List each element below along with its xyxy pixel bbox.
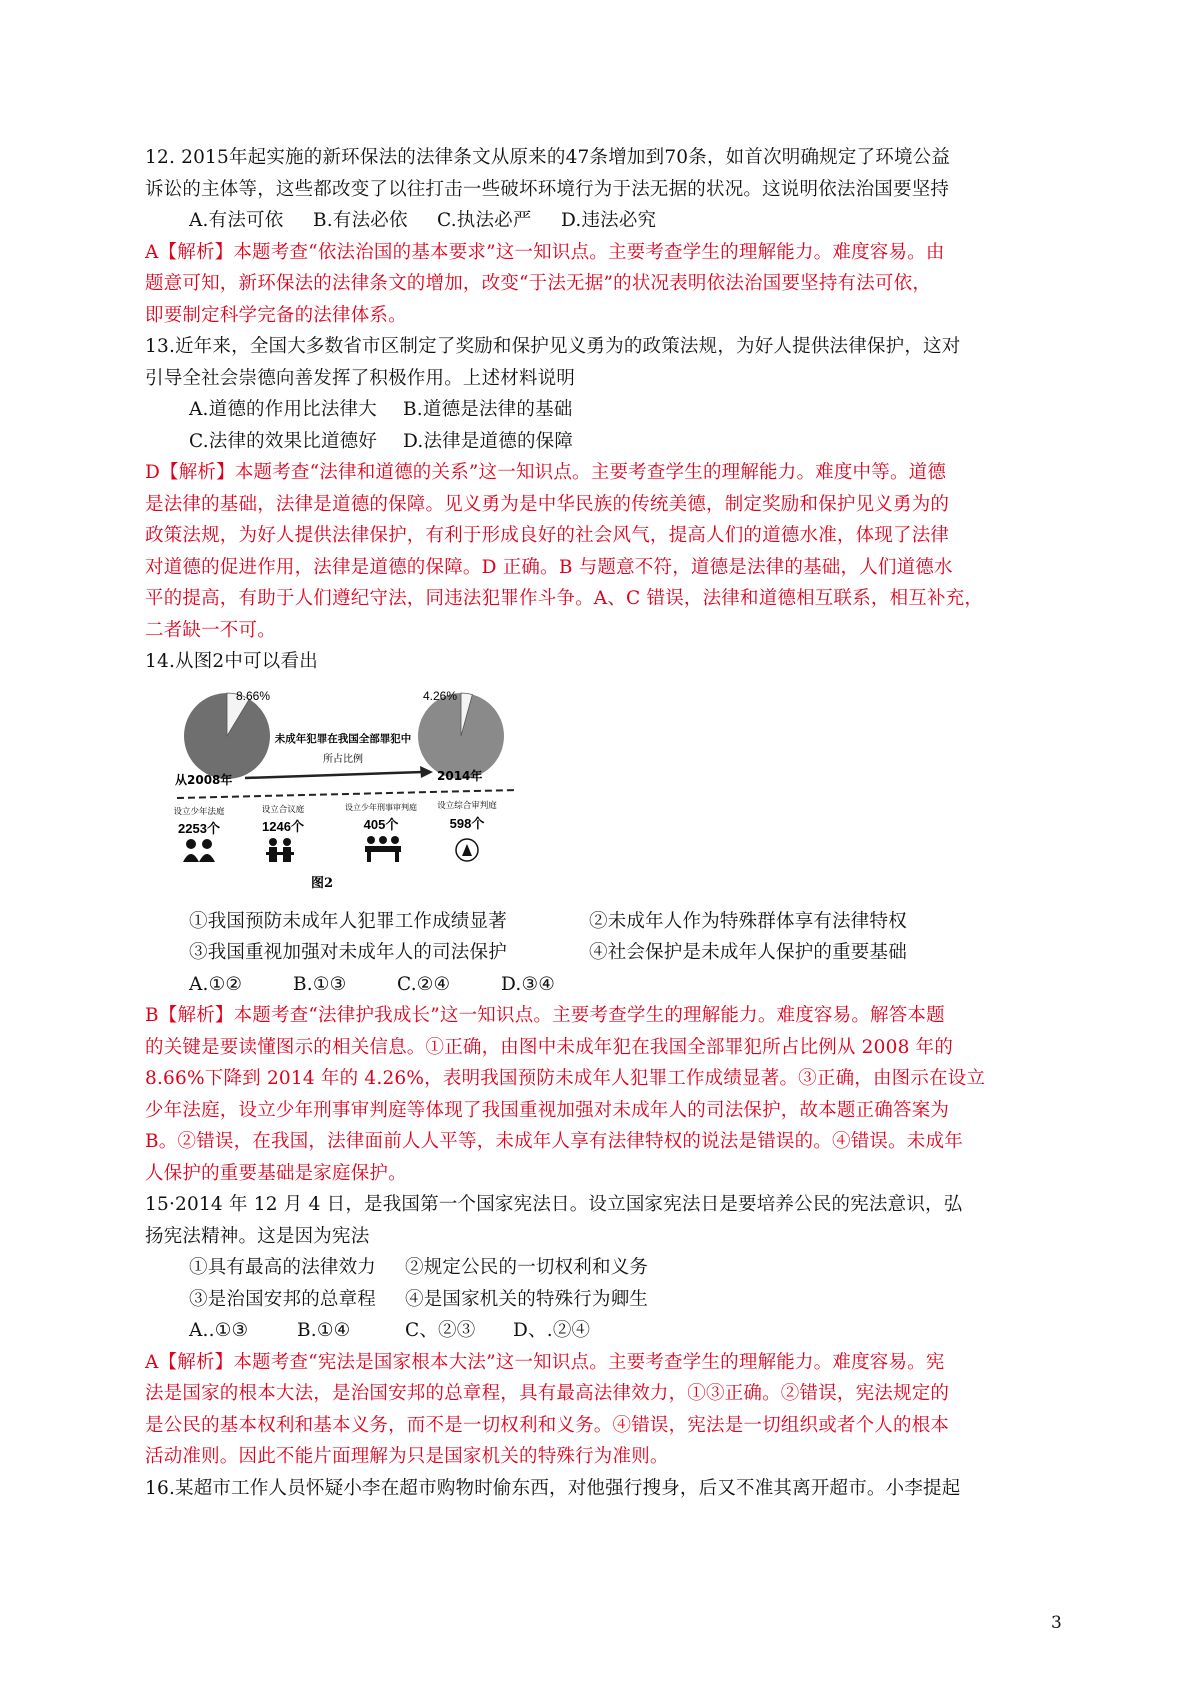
q14-option-b: B.①③ bbox=[293, 973, 347, 995]
question-15 bbox=[145, 1189, 1065, 1473]
stat-4-label: 设立综合审判庭 bbox=[437, 800, 497, 811]
q12-option-d: D.违法必究 bbox=[561, 210, 657, 231]
q15-option-a: A..①③ bbox=[189, 1320, 249, 1341]
trend-arrow-head bbox=[420, 766, 433, 778]
stat-2-value: 1246个 bbox=[262, 818, 304, 834]
stat-1-value: 2253个 bbox=[178, 820, 220, 836]
q15-option-b: B.①④ bbox=[297, 1320, 351, 1341]
q14-item-4: ④社会保护是未成年人保护的重要基础 bbox=[589, 942, 907, 963]
q15-option-c: C、②③ bbox=[405, 1320, 476, 1341]
stat-1-label: 设立少年法庭 bbox=[173, 806, 225, 817]
q14-analysis-line-2: 的关键是要读懂图示的相关信息。①正确，由图中未成年犯在我国全部罪犯所占比例从 2008 年的 bbox=[145, 1036, 954, 1058]
q15-items-row-2 bbox=[145, 1284, 1065, 1316]
q14-analysis-line-6: 人保护的重要基础是家庭保护。 bbox=[145, 1162, 407, 1184]
q15-analysis-line-1: A【解析】本题考查“宪法是国家根本大法”这一知识点。主要考查学生的理解能力。难度容易。宪 bbox=[145, 1351, 945, 1373]
q13-analysis-line-4: 对道德的促进作用，法律是道德的保障。D 正确。B 与题意不符，道德是法律的基础，人们道德水 bbox=[145, 556, 953, 578]
q13-options-row-2 bbox=[145, 426, 1065, 458]
year-from-label: 从2008年 bbox=[175, 772, 233, 787]
q12-analysis-line-2: 题意可知，新环保法的法律条文的增加，改变“于法无据”的状况表明依法治国要坚持有法可依， bbox=[145, 273, 932, 294]
q15-stem-line-1: 15·2014 年 12 月 4 日，是我国第一个国家宪法日。设立国家宪法日是要培养公民的宪法意识，弘 bbox=[145, 1194, 963, 1215]
q13-analysis-line-3: 政策法规，为好人提供法律保护，有利于形成良好的社会风气，提高人们的道德水准，体现了法律 bbox=[145, 525, 950, 546]
q15-items-row-1 bbox=[145, 1252, 1065, 1284]
q15-item-2: ②规定公民的一切权利和义务 bbox=[405, 1257, 649, 1278]
q15-analysis-line-3: 是公民的基本权利和基本义务，而不是一切权利和义务。④错误，宪法是一切组织或者个人的根本 bbox=[145, 1414, 950, 1436]
q14-items-row-1 bbox=[145, 906, 1065, 938]
q15-options bbox=[145, 1315, 1065, 1347]
q14-item-1: ①我国预防未成年人犯罪工作成绩显著 bbox=[189, 910, 507, 932]
year-to-label: 2014年 bbox=[437, 768, 483, 783]
meeting-icon bbox=[266, 838, 294, 862]
pct-2008-label: 8.66% bbox=[236, 688, 271, 703]
q13-option-c: C.法律的效果比道德好 bbox=[189, 430, 378, 452]
q15-analysis-line-2: 法是国家的根本大法，是治国安邦的总章程，具有最高法律效力，①③正确。②错误，宪法规定的 bbox=[145, 1383, 950, 1404]
q13-option-b: B.道德是法律的基础 bbox=[403, 399, 573, 420]
q13-options-row-1 bbox=[145, 394, 1065, 426]
q13-stem-line-1: 13.近年来，全国大多数省市区制定了奖励和保护见义勇为的政策法规，为好人提供法律保护，这对 bbox=[145, 336, 961, 357]
pct-2014-label: 4.26% bbox=[423, 688, 458, 703]
figure-2-graphic bbox=[171, 686, 521, 896]
q12-stem-line-1: 12. 2015年起实施的新环保法的法律条文从原来的47条增加到70条，如首次明确规定了环境公益 bbox=[145, 147, 951, 168]
q13-analysis-line-6: 二者缺一不可。 bbox=[145, 619, 276, 641]
dashed-divider bbox=[177, 790, 517, 798]
q13-option-d: D.法律是道德的保障 bbox=[403, 430, 574, 452]
q12-option-c: C.执法必严 bbox=[437, 210, 532, 231]
trend-arrow-line bbox=[245, 772, 423, 778]
question-16 bbox=[145, 1473, 1065, 1505]
people-icon bbox=[183, 839, 215, 862]
q13-option-a: A.道德的作用比法律大 bbox=[189, 399, 377, 420]
q13-analysis-line-2: 是法律的基础，法律是道德的保障。见义勇为是中华民族的传统美德，制定奖励和保护见义勇为的 bbox=[145, 493, 950, 515]
q13-analysis-line-5: 平的提高，有助于人们遵纪守法，同违法犯罪作斗争。A、C 错误，法律和道德相互联系，相互补充， bbox=[145, 588, 984, 609]
q14-option-d: D.③④ bbox=[501, 973, 556, 995]
stat-4-value: 598个 bbox=[449, 815, 485, 831]
stat-3-label: 设立少年刑事审判庭 bbox=[345, 802, 417, 812]
page-content bbox=[145, 142, 1065, 1504]
q13-analysis-line-1: D【解析】本题考查“法律和道德的关系”这一知识点。主要考查学生的理解能力。难度中等。道德 bbox=[145, 462, 947, 483]
stat-3-value: 405个 bbox=[363, 816, 399, 832]
stat-2-label: 设立合议庭 bbox=[261, 804, 305, 815]
q15-option-d: D、.②④ bbox=[513, 1320, 591, 1341]
courtroom-icon bbox=[365, 836, 401, 862]
figure-2 bbox=[171, 686, 521, 896]
q14-analysis-line-4: 少年法庭，设立少年刑事审判庭等体现了我国重视加强对未成年人的司法保护，故本题正确答案为 bbox=[145, 1099, 950, 1121]
q14-option-c: C.②④ bbox=[397, 973, 451, 995]
justice-icon bbox=[456, 839, 478, 861]
q14-items-row-2 bbox=[145, 937, 1065, 969]
figure-caption: 图2 bbox=[311, 875, 334, 891]
q15-item-4: ④是国家机关的特殊行为卿生 bbox=[405, 1288, 649, 1310]
q15-item-3: ③是治国安邦的总章程 bbox=[189, 1288, 377, 1310]
q15-analysis-line-4: 活动准则。因此不能片面理解为只是国家机关的特殊行为准则。 bbox=[145, 1446, 669, 1467]
q14-option-a: A.①② bbox=[189, 973, 243, 995]
q15-stem-line-2: 扬宪法精神。这是因为宪法 bbox=[145, 1225, 370, 1247]
q13-stem-line-2: 引导全社会崇德向善发挥了积极作用。上述材料说明 bbox=[145, 367, 576, 389]
q14-item-2: ②未成年人作为特殊群体享有法律特权 bbox=[589, 910, 907, 932]
figure-center-text-1: 未成年犯罪在我国全部罪犯中 bbox=[274, 732, 412, 745]
q14-stem: 14.从图2中可以看出 bbox=[145, 651, 318, 672]
q14-options bbox=[145, 969, 1065, 1001]
q14-analysis-line-1: B【解析】本题考查“法律护我成长”这一知识点。主要考查学生的理解能力。难度容易。解答本题 bbox=[145, 1005, 945, 1026]
question-14 bbox=[145, 646, 1065, 1189]
page-number: 3 bbox=[1051, 1613, 1062, 1633]
figure-center-text-2: 所占比例 bbox=[323, 753, 363, 765]
q15-item-1: ①具有最高的法律效力 bbox=[189, 1257, 377, 1278]
q16-stem: 16.某超市工作人员怀疑小李在超市购物时偷东西，对他强行搜身，后又不准其离开超市。小李提起 bbox=[145, 1477, 961, 1499]
q12-stem-line-2: 诉讼的主体等，这些都改变了以往打击一些破坏环境行为于法无据的状况。这说明依法治国要坚持 bbox=[145, 178, 950, 200]
q12-analysis-line-3: 即要制定科学完备的法律体系。 bbox=[145, 304, 407, 326]
question-12 bbox=[145, 142, 1065, 331]
q12-option-a: A.有法可依 bbox=[189, 210, 284, 231]
q14-analysis-line-3: 8.66%下降到 2014 年的 4.26%，表明我国预防未成年人犯罪工作成绩显著。③正确，由图示在设立 bbox=[145, 1068, 986, 1089]
q14-item-3: ③我国重视加强对未成年人的司法保护 bbox=[189, 942, 507, 963]
q14-analysis-line-5: B。②错误，在我国，法律面前人人平等，未成年人享有法律特权的说法是错误的。④错误。未成年 bbox=[145, 1131, 963, 1152]
q12-options bbox=[145, 205, 1065, 237]
q12-analysis-line-1: A【解析】本题考查“依法治国的基本要求”这一知识点。主要考查学生的理解能力。难度容易。由 bbox=[145, 241, 945, 263]
question-13 bbox=[145, 331, 1065, 646]
q12-option-b: B.有法必依 bbox=[313, 210, 408, 231]
